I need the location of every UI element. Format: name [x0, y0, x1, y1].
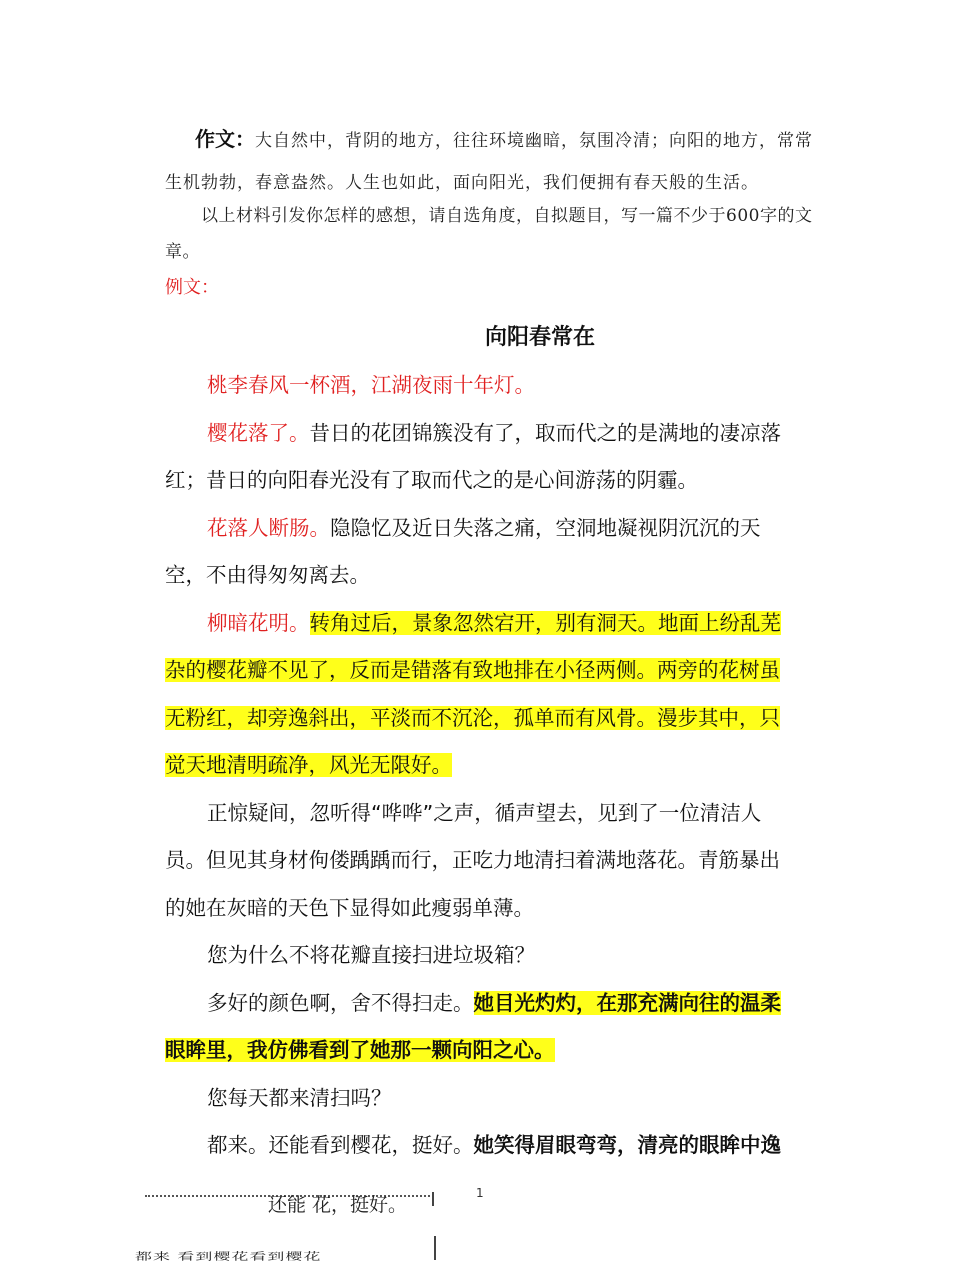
- essay-paragraph-4: [165, 600, 797, 790]
- essay-paragraph-6: [165, 932, 797, 980]
- essay-p2-lead: 樱花落了。: [207, 420, 310, 445]
- essay-p4-highlight: 转角过后，景象忽然宕开，别有洞天。地面上纷乱芜杂的樱花瓣不见了，反而是错落有致地排在小径两侧。两旁的花树虽无粉红，却旁逸斜出，平淡而不沉沦，孤单而有风骨。漫步其中，只觉天地清明疏净，风光无限好。: [165, 610, 781, 777]
- prompt-material-text: 大自然中，背阴的地方，往往环境幽暗，氛围冷清；向阳的地方，常常生机勃勃，春意盎然。人生也如此，面向阳光，我们便拥有春天般的生活。: [165, 131, 813, 193]
- torn-page-bottom: [0, 1170, 960, 1280]
- torn-text-fragment-1: 还能 花，挺好。: [268, 1194, 408, 1216]
- essay-paragraph-7: [165, 980, 797, 1075]
- essay-p3-text: 隐隐忆及近日失落之痛，空洞地凝视阴沉沉的天空，不由得匆匆离去。: [165, 515, 761, 587]
- sample-label: 例文：: [165, 277, 219, 298]
- essay-p1-text: 桃李春风一杯酒，江湖夜雨十年灯。: [207, 373, 535, 397]
- essay-paragraph-8: [165, 1075, 797, 1123]
- essay-p3-lead: 花落人断肠。: [207, 515, 330, 540]
- cut-mark: [432, 1192, 434, 1206]
- essay-p9-bold: 她笑得眉眼弯弯，清亮的眼眸中逸: [473, 1133, 781, 1157]
- essay-paragraph-5: [165, 790, 797, 933]
- cut-mark: [434, 1236, 436, 1260]
- essay-paragraph-3: [165, 505, 797, 600]
- prompt-material: [165, 118, 815, 204]
- essay-paragraph-1: [165, 362, 797, 410]
- prompt-label: 作文：: [195, 127, 255, 151]
- page-number: 1: [476, 1186, 484, 1200]
- prompt-instruction: 以上材料引发你怎样的感想，请自选角度，自拟题目，写一篇不少于600字的文章。: [165, 206, 813, 262]
- essay-paragraph-9: [165, 1122, 797, 1170]
- essay-p6-text: 您为什么不将花瓣直接扫进垃圾箱？: [207, 943, 535, 967]
- essay-title: 向阳春常在: [484, 325, 595, 350]
- essay-p5-text: 正惊疑间，忽听得“哗哗”之声，循声望去，见到了一位清洁人员。但见其身材佝偻踽踽而行，正吃力地清扫着满地落花。青筋暴出的她在灰暗的天色下显得如此瘦弱单薄。: [165, 800, 780, 920]
- essay-p4-lead: 柳暗花明。: [207, 610, 310, 635]
- essay-p7-text: 多好的颜色啊，舍不得扫走。: [207, 990, 474, 1015]
- essay-paragraph-2: [165, 410, 797, 505]
- torn-text-fragment-2: 都来 看到樱花看到樱花: [135, 1251, 322, 1263]
- essay-p9-text: 都来。还能看到樱花，挺好。: [207, 1133, 474, 1157]
- essay-p8-text: 您每天都来清扫吗？: [207, 1085, 392, 1110]
- essay-p2-text: 昔日的花团锦簇没有了，取而代之的是满地的凄凉落红；昔日的向阳春光没有了取而代之的是心间游荡的阴霾。: [165, 420, 781, 492]
- essay-body: [165, 362, 797, 1170]
- essay-p7-highlight: 她目光灼灼，在那充满向往的温柔眼眸里，我仿佛看到了她那一颗向阳之心。: [165, 990, 781, 1062]
